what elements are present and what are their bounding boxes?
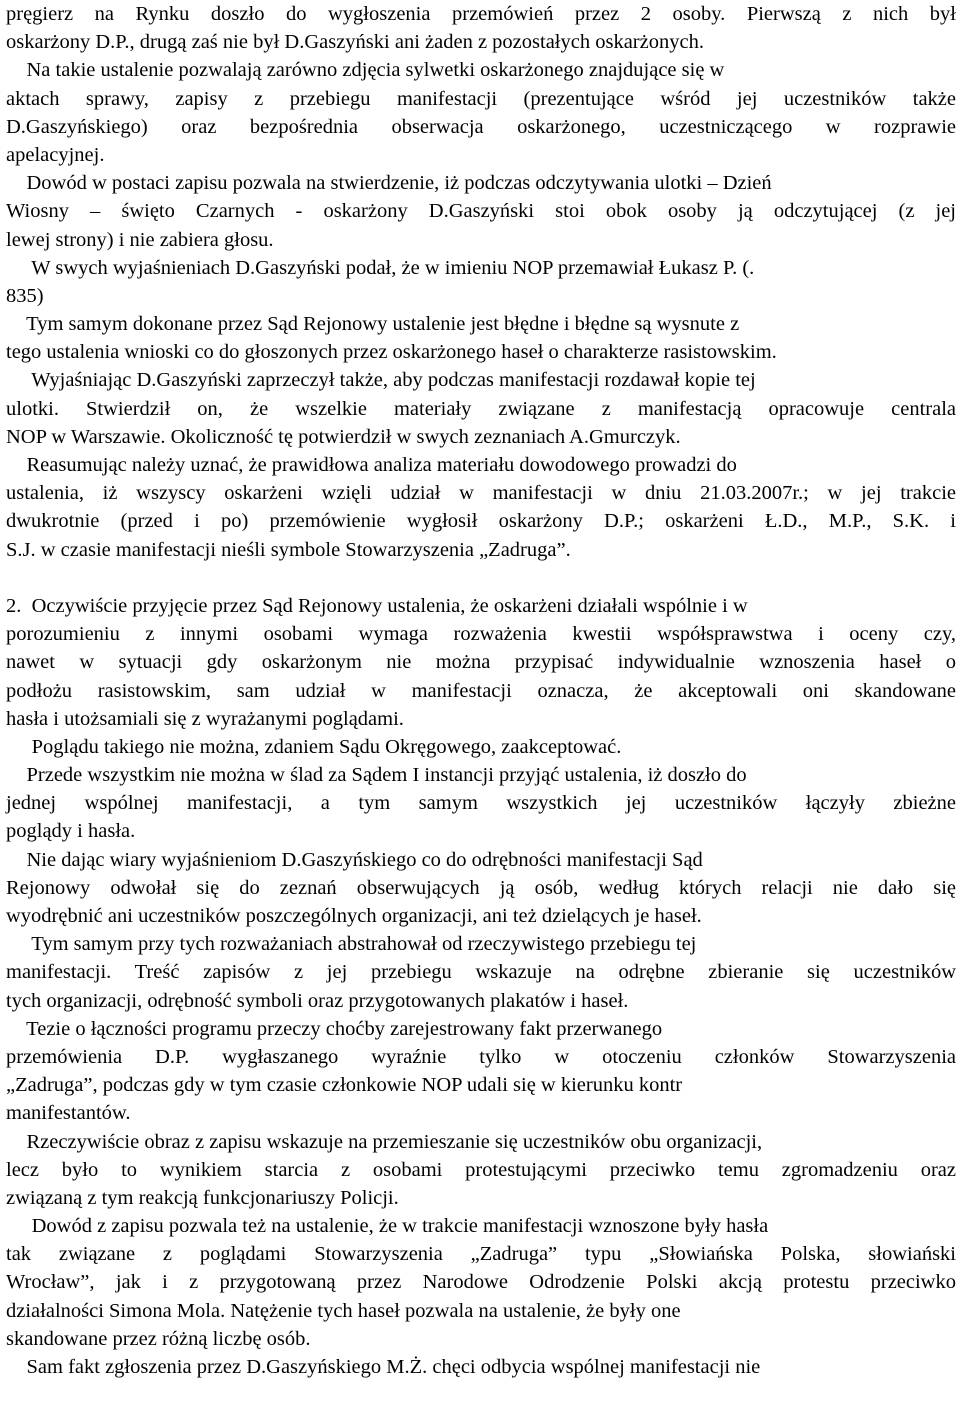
text-line: Rzeczywiście obraz z zapisu wskazuje na przemieszanie się uczestników obu organizacji,	[6, 1130, 763, 1153]
text-line: Na takie ustalenie pozwalają zarówno zdjęcia sylwetki oskarżonego znajdujące się w	[6, 59, 725, 82]
text-line: Nie dając wiary wyjaśnieniom D.Gaszyńskiego co do odrębności manifestacji Sąd	[6, 848, 703, 871]
text-line: jednej wspólnej manifestacji, a tym samym wszystkich jej uczestników łączyły zbieżne	[6, 792, 956, 815]
document-page	[6, 0, 956, 1381]
text-line: porozumieniu z innymi osobami wymaga rozważenia kwestii współsprawstwa i oceny czy,	[6, 623, 956, 646]
text-line: ustalenia, iż wszyscy oskarżeni wzięli udział w manifestacji w dniu 21.03.2007r.; w jej trakcie	[6, 482, 956, 505]
text-line: tak związane z poglądami Stowarzyszenia „Zadruga” typu „Słowiańska Polska, słowiański	[6, 1243, 956, 1266]
text-line: skandowane przez różną liczbę osób.	[6, 1327, 311, 1350]
text-line: oskarżony D.P., drugą zaś nie był D.Gaszyński ani żaden z pozostałych oskarżonych.	[6, 31, 704, 54]
text-line: Reasumując należy uznać, że prawidłowa analiza materiału dowodowego prowadzi do	[6, 454, 737, 476]
text-line: Dowód z zapisu pozwala też na ustalenie, że w trakcie manifestacji wznoszone były hasła	[6, 1215, 769, 1238]
text-line: Rejonowy odwołał się do zeznań obserwujących ją osób, według których relacji nie dało się	[6, 876, 956, 899]
text-line: D.Gaszyńskiego) oraz bezpośrednia obserwacja oskarżonego, uczestniczącego w rozprawie	[6, 115, 956, 138]
text-line: Dowód w postaci zapisu pozwala na stwierdzenie, iż podczas odczytywania ulotki – Dzień	[6, 172, 772, 195]
text-line: Tezie o łączności programu przeczy choćby zarejestrowany fakt przerwanego	[6, 1017, 663, 1040]
text-line: Wiosny – święto Czarnych - oskarżony D.Gaszyński stoi obok osoby ją odczytującej (z jej	[6, 200, 956, 223]
text-line: NOP w Warszawie. Okoliczność tę potwierdził w swych zeznaniach A.Gmurczyk.	[6, 425, 681, 448]
text-line: tego ustalenia wnioski co do głoszonych przez oskarżonego haseł o charakterze rasistowskim.	[6, 341, 777, 364]
text-line: lewej strony) i nie zabiera głosu.	[6, 228, 274, 251]
text-line: Poglądu takiego nie można, zdaniem Sądu Okręgowego, zaakceptować.	[6, 735, 622, 758]
text-line: przemówienia D.P. wygłaszanego wyraźnie tylko w otoczeniu członków Stowarzyszenia	[6, 1045, 956, 1068]
text-line: aktach sprawy, zapisy z przebiegu manifestacji (prezentujące wśród jej uczestników także	[6, 87, 956, 110]
text-line: tych organizacji, odrębność symboli oraz przygotowanych plakatów i haseł.	[6, 989, 629, 1012]
text-line: nawet w sytuacji gdy oskarżonym nie można przypisać indywidualnie wznoszenia haseł o	[6, 651, 956, 674]
text-line: manifestacji. Treść zapisów z jej przebiegu wskazuje na odrębne zbieranie się uczestników	[6, 961, 956, 984]
text-line: hasła i utożsamiali się z wyrażanymi poglądami.	[6, 707, 404, 730]
text-line: poglądy i hasła.	[6, 820, 136, 843]
text-line: ulotki. Stwierdził on, że wszelkie materiały związane z manifestacją opracowuje centrala	[6, 397, 956, 420]
text-line: dwukrotnie (przed i po) przemówienie wygłosił oskarżony D.P.; oskarżeni Ł.D., M.P., S.K. i	[6, 510, 956, 533]
text-line: Wyjaśniając D.Gaszyński zaprzeczył także, aby podczas manifestacji rozdawał kopie tej	[6, 369, 756, 392]
text-line: związaną z tym reakcją funkcjonariuszy Policji.	[6, 1186, 399, 1209]
text-line: lecz było to wynikiem starcia z osobami protestującymi przeciwko temu zgromadzeniu oraz	[6, 1158, 956, 1181]
blank-line	[6, 564, 956, 592]
text-line: manifestantów.	[6, 1102, 131, 1125]
text-line: Tym samym dokonane przez Sąd Rejonowy ustalenie jest błędne i błędne są wysnute z	[6, 313, 740, 336]
text-line: W swych wyjaśnieniach D.Gaszyński podał, że w imieniu NOP przemawiał Łukasz P. (.	[6, 256, 755, 279]
text-line: działalności Simona Mola. Natężenie tych haseł pozwala na ustalenie, że były one	[6, 1299, 681, 1322]
text-line: podłożu rasistowskim, sam udział w manifestacji oznacza, że akceptowali oni skandowane	[6, 679, 956, 702]
text-line: S.J. w czasie manifestacji nieśli symbole Stowarzyszenia „Zadruga”.	[6, 538, 571, 561]
text-line: wyodrębnić ani uczestników poszczególnych organizacji, ani też dzielących je haseł.	[6, 905, 702, 927]
text-line: pręgierz na Rynku doszło do wygłoszenia przemówień przez 2 osoby. Pierwszą z nich był	[6, 3, 956, 25]
text-line: Sam fakt zgłoszenia przez D.Gaszyńskiego M.Ż. chęci odbycia wspólnej manifestacji nie	[6, 1356, 761, 1378]
text-line: 835)	[6, 284, 44, 307]
text-line: Wrocław”, jak i z przygotowaną przez Narodowe Odrodzenie Polski akcją protestu przeciwko	[6, 1271, 956, 1294]
text-line: apelacyjnej.	[6, 143, 105, 166]
text-line: „Zadruga”, podczas gdy w tym czasie członkowie NOP udali się w kierunku kontr	[6, 1074, 683, 1097]
text-line: 2. Oczywiście przyjęcie przez Sąd Rejonowy ustalenia, że oskarżeni działali wspólnie i w	[6, 594, 748, 617]
text-line: Tym samym przy tych rozważaniach abstrahował od rzeczywistego przebiegu tej	[6, 933, 697, 956]
text-line: Przede wszystkim nie można w ślad za Sądem I instancji przyjąć ustalenia, iż doszło do	[6, 764, 747, 787]
